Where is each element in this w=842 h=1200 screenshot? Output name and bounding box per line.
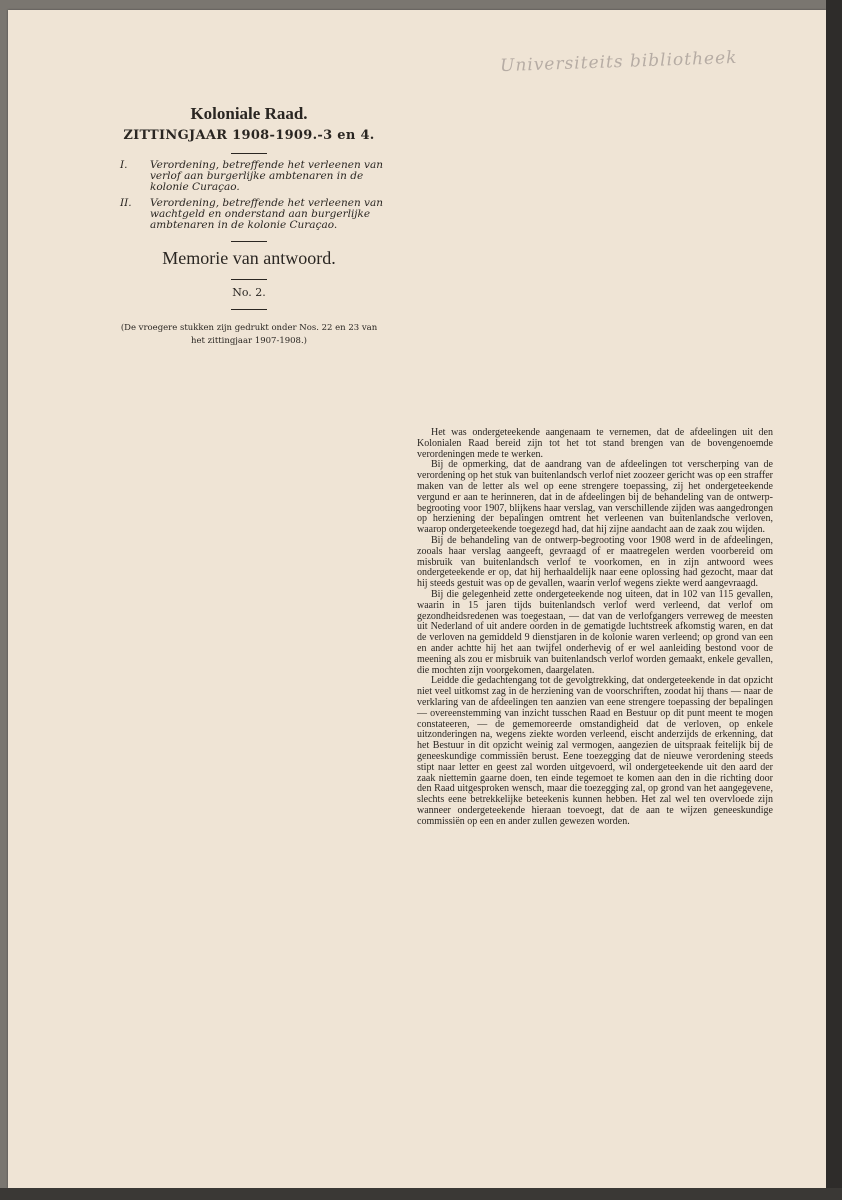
paragraph: Het was ondergeteekende aangenaam te vernemen, dat de afdeelingen uit den Kolonialen Raad bereid zijn tot het tot stand brengen van de bovengenoemde verordeningen mede te werken. xyxy=(417,427,773,460)
paragraph: Leidde die gedachtengang tot de gevolgtrekking, dat ondergeteekende in dat opzicht niet veel uitkomst zag in de herziening van de voorschriften, zoodat hij thans — naar de verklaring van de afdeelingen ten aanzien van eene strengere toepassing der bepalingen — overeenstemming van inzicht tusschen Raad en Bestuur op dit punt meent te mogen constateeren, — de gememoreerde omstandigheid dat de verloven, op enkele uitzonderingen na, wegens ziekte worden verleend, eischt anderzijds de erkenning, dat het Bestuur in dit opzicht weinig zal vermogen, aangezien de uitspraak feitelijk bij de geneeskundige commissiën berust. Eene toezegging dat de nieuwe verordening steeds stipt naar letter en geest zal worden uitgevoerd, wil ondergeteekende uit den aard der zaak niettemin gaarne doen, ten einde tegemoet te komen aan den in die richting door den Raad uitgesproken wensch, maar die toezegging zal, op grond van het aangegevene, slechts eene betrekkelijke beteekenis kunnen hebben. Het zal wel ten overvloede zijn wanneer ondergeteekende hieraan toevoegt, dat de aan te wijzen geneeskundige commissiën op een en ander zullen gewezen worden. xyxy=(417,675,773,827)
scan-edge-right xyxy=(826,0,842,1200)
body-text xyxy=(417,428,773,827)
handwritten-annotation: Universiteits bibliotheek xyxy=(499,47,738,77)
session-year: ZITTINGJAAR 1908-1909.-3 en 4. xyxy=(123,128,375,143)
scan-edge-bottom xyxy=(0,1188,842,1200)
ordinance-number: I. xyxy=(120,159,128,171)
prior-documents-note: (De vroegere stukken zijn gedrukt onder Nos. 22 en 23 van het zittingjaar 1907-1908.) xyxy=(120,323,378,346)
memorie-heading: Memorie van antwoord. xyxy=(162,248,336,268)
ordinance-number: II. xyxy=(120,197,132,209)
paragraph: Bij de opmerking, dat de aandrang van de afdeelingen tot verscherping van de verordening op het stuk van buitenlandsch verlof niet zoozeer gericht was op een straffer maken van de letter als wel op eene strengere toepassing, zij het ondergeteekende vergund er aan te herinneren, dat in de afdeelingen bij de behandeling van de ontwerp-begrooting voor 1907, blijkens haar verslag, van verschillende zijden was aangedrongen op herziening der bepalingen omtrent het verleenen van buitenlandsche verloven, waarop ondergeteekende toegezegd had, dat hij zijne aandacht aan de zaak zou wijden. xyxy=(417,459,773,536)
divider xyxy=(231,241,267,242)
document-title: Koloniale Raad. xyxy=(190,104,308,123)
ordinance-text: Verordening, betreffende het verleenen van wachtgeld en onderstand aan burgerlijke ambtenaren in de kolonie Curaçao. xyxy=(150,197,383,231)
paragraph: Bij de behandeling van de ontwerp-begrooting voor 1908 werd in de afdeelingen, zooals haar verslag aangeeft, gevraagd of er maatregelen werden voorbereid om misbruik van buitenlandsch verlof te voorkomen, en in zijn antwoord wees ondergeteekende er op, dat hij herhaaldelijk naar eene oplossing had gezocht, maar dat hij steeds gestuit was op de gevallen, waarin verlof wegens ziekte werd aangevraagd. xyxy=(417,534,773,590)
divider xyxy=(231,279,267,280)
document-header xyxy=(114,104,384,348)
ordinance-item xyxy=(114,160,384,193)
ordinance-text: Verordening, betreffende het verleenen van verlof aan burgerlijke ambtenaren in de kolonie Curaçao. xyxy=(150,159,383,193)
document-number: No. 2. xyxy=(232,286,266,299)
divider xyxy=(231,309,267,310)
divider xyxy=(231,153,267,154)
ordinance-item xyxy=(114,198,384,231)
paragraph: Bij die gelegenheid zette ondergeteekende nog uiteen, dat in 102 van 115 gevallen, waarin in 15 jaren tijds buitenlandsch verlof werd verleend, dat verlof om gezondheidsredenen was toegestaan, — dat van de verlofgangers verreweg de meesten uit Nederland of uit andere oorden in de gematigde luchtstreek afkomstig waren, en dat de verloven na gemiddeld 9 dienstjaren in de kolonie waren verleend; op grond van een en ander achtte hij het aan twijfel onderhevig of er wel aanleiding bestond voor de meening als zou er misbruik van buitenlandsch verlof worden gemaakt, enkele gevallen, die mochten zijn voorgekomen, daargelaten. xyxy=(417,588,773,676)
